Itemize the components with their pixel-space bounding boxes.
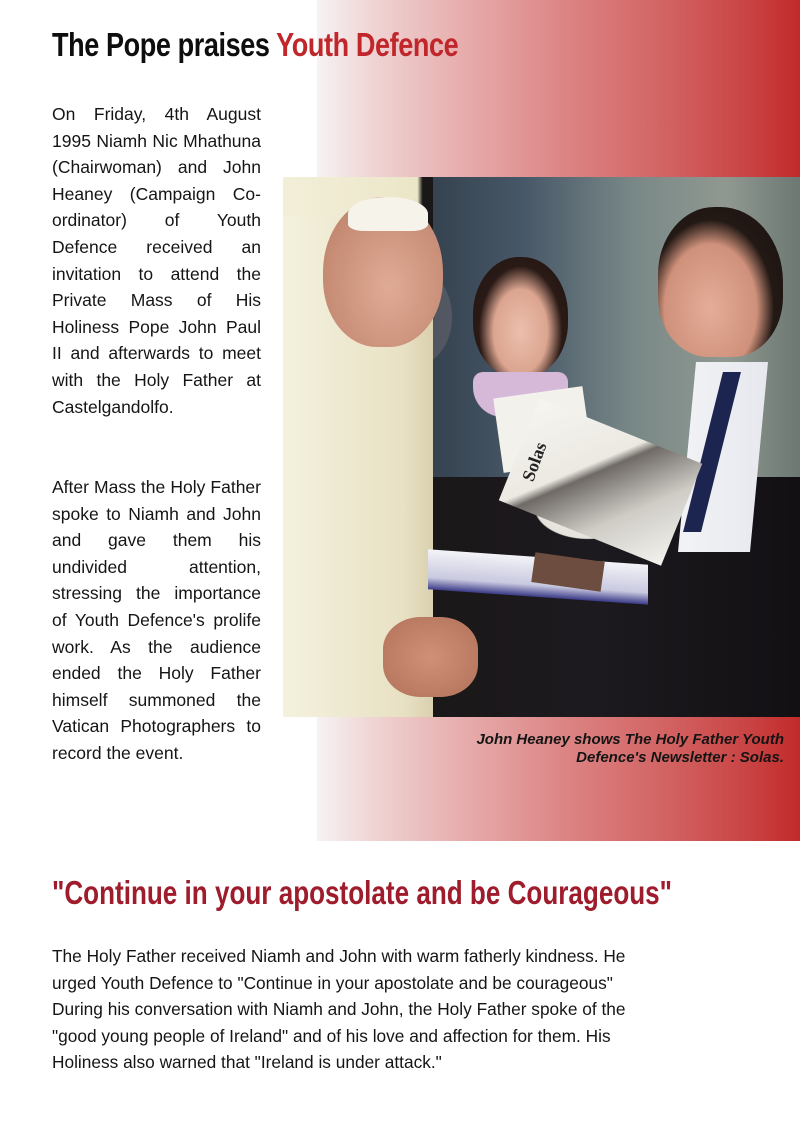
body-line: "good young people of Ireland" and of his love and affection for them. His bbox=[52, 1025, 611, 1046]
audience-paragraph: After Mass the Holy Father spoke to Niamh and John and gave them his undivided attention, stressing the importance of Youth Defence's prolife work. As the audience ended the Holy Father himself summoned the Vatican Photographers to record the event. bbox=[52, 477, 261, 763]
body-line: During his conversation with Niamh and John, the Holy Father spoke of the bbox=[52, 999, 626, 1019]
caption-line-2: Defence's Newsletter : Solas. bbox=[576, 749, 784, 766]
body-line: The Holy Father received Niamh and John with warm fatherly kindness. He bbox=[52, 946, 626, 966]
man-figure bbox=[658, 207, 783, 357]
title-plain: The Pope praises bbox=[52, 26, 277, 63]
pope-hands bbox=[383, 617, 478, 697]
intro-paragraph: On Friday, 4th August 1995 Niamh Nic Mhathuna (Chairwoman) and John Heaney (Campaign Co-ordinator) of Youth Defence received an invitation to attend the Private Mass of His Holiness Pope John Paul II and afterwards to meet with the Holy Father at Castelgandolfo. bbox=[52, 104, 261, 417]
quote-heading: "Continue in your apostolate and be Courageous" bbox=[52, 874, 673, 911]
zucchetto bbox=[348, 197, 428, 231]
solas-label: Solas bbox=[518, 439, 551, 484]
body-line: Holiness also warned that "Ireland is under attack." bbox=[52, 1052, 442, 1072]
body-text bbox=[52, 943, 742, 1076]
title-accent: Youth Defence bbox=[276, 26, 459, 63]
woman-figure bbox=[473, 257, 568, 377]
photo-caption bbox=[384, 731, 784, 767]
page-title bbox=[52, 26, 458, 64]
pope-meeting-photo bbox=[283, 177, 800, 717]
body-line: urged Youth Defence to "Continue in your apostolate and be courageous" bbox=[52, 972, 613, 993]
caption-line-1: John Heaney shows The Holy Father Youth bbox=[476, 731, 784, 748]
